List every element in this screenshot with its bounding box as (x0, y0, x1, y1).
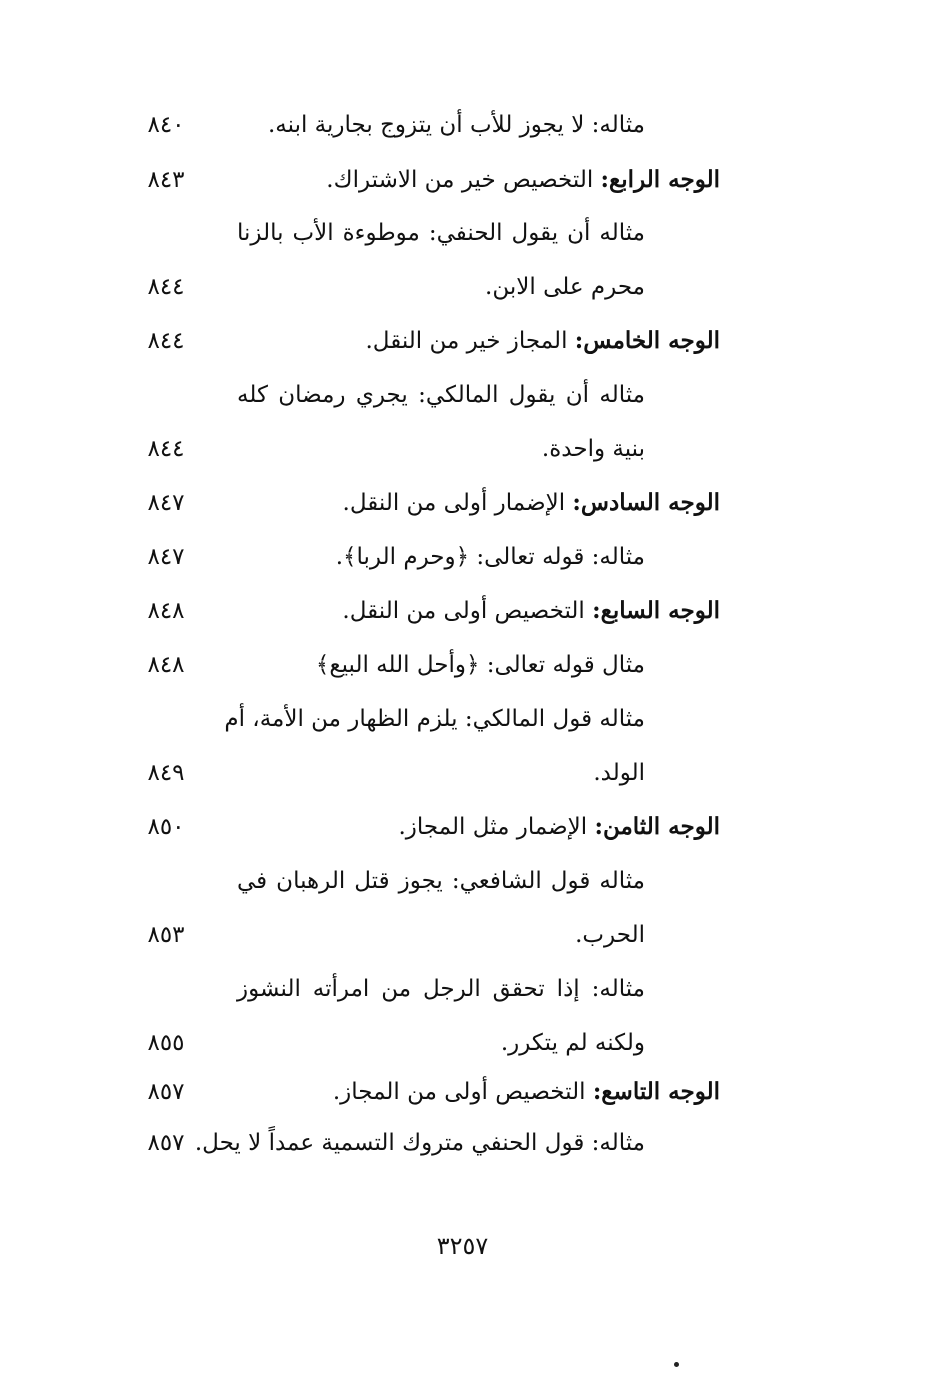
entry-page-number (140, 854, 192, 908)
entry-body: الحرب. (575, 922, 645, 948)
entry-page-number (140, 692, 192, 746)
entry-body: التخصيص خير من الاشتراك. (326, 167, 601, 193)
index-entry (0, 153, 925, 207)
index-entry (0, 530, 925, 584)
entry-page-number (140, 206, 192, 260)
index-entry (0, 692, 925, 746)
entry-heading: الوجه السابع: (592, 597, 720, 624)
entry-body: مثاله أن يقول الحنفي: موطوءة الأب بالزنا (237, 220, 645, 246)
ink-speck (674, 1362, 679, 1367)
entry-text (224, 692, 645, 746)
entry-text (237, 368, 645, 422)
entry-page-number (140, 368, 192, 422)
entry-page-number: ٨٤٤ (147, 274, 185, 300)
entry-body: مثاله: إذا تحقق الرجل من امرأته النشوز (237, 976, 645, 1002)
entry-heading: الوجه الثامن: (594, 813, 720, 840)
entry-page-number: ٨٤٧ (147, 490, 185, 516)
entry-page-number: ٨٤٨ (147, 652, 185, 678)
index-entry (0, 314, 925, 368)
index-entry (0, 368, 925, 422)
entry-text (336, 530, 645, 584)
entry-text (343, 476, 720, 530)
index-entry (0, 1016, 925, 1070)
entry-page-number: ٨٥٣ (147, 922, 185, 948)
entry-heading: الوجه التاسع: (592, 1078, 720, 1105)
index-entry (0, 476, 925, 530)
index-entry (0, 854, 925, 908)
entry-body: مثال قوله تعالى: ﴿وأحل الله البيع﴾ (315, 652, 645, 678)
entry-body: الولد. (593, 760, 645, 786)
entry-page-number: ٨٥٧ (147, 1130, 185, 1156)
entry-page-number: ٨٤٨ (147, 598, 185, 624)
entry-page-number: ٨٥٠ (147, 814, 185, 840)
index-entry (0, 584, 925, 638)
entry-body: الإضمار أولى من النقل. (342, 490, 573, 516)
entry-body: محرم على الابن. (485, 274, 645, 300)
entry-text (237, 206, 645, 260)
index-entry (0, 98, 925, 152)
entry-body: مثاله قول المالكي: يلزم الظهار من الأمة، أم (224, 706, 645, 732)
entry-body: مثاله: قوله تعالى: ﴿وحرم الربا﴾. (335, 544, 645, 570)
index-entry (0, 1116, 925, 1170)
entry-text (326, 153, 720, 207)
entry-page-number: ٨٥٥ (147, 1030, 185, 1056)
entry-text (593, 746, 645, 800)
entry-page-number: ٨٥٧ (147, 1079, 185, 1105)
index-entry (0, 638, 925, 692)
index-entry (0, 908, 925, 962)
entry-body: بنية واحدة. (541, 436, 645, 462)
entry-page-number: ٨٤٤ (147, 328, 185, 354)
entry-body: مثاله: لا يجوز للأب أن يتزوج بجارية ابنه. (267, 112, 645, 138)
entry-page-number: ٨٤٩ (147, 760, 185, 786)
entry-text (501, 1016, 645, 1070)
entry-page-number: ٨٤٤ (147, 436, 185, 462)
page-number: ٣٢٥٧ (436, 1232, 489, 1260)
entry-text (316, 638, 645, 692)
entry-page-number: ٨٤٠ (147, 112, 185, 138)
entry-text (542, 422, 645, 476)
entry-body: المجاز خير من النقل. (365, 328, 575, 354)
entry-text (365, 314, 720, 368)
entry-body: التخصيص أولى من المجاز. (332, 1079, 593, 1105)
entry-heading: الوجه الخامس: (574, 327, 720, 354)
entry-text (485, 260, 645, 314)
entry-text (398, 800, 720, 854)
entry-body: مثاله قول الشافعي: يجوز قتل الرهبان في (237, 868, 645, 894)
entry-page-number: ٨٤٧ (147, 544, 185, 570)
entry-page-number: ٨٤٣ (147, 167, 185, 193)
index-entry (0, 1065, 925, 1119)
entry-body: الإضمار مثل المجاز. (398, 814, 595, 840)
entry-heading: الوجه الرابع: (600, 166, 720, 193)
index-entry (0, 746, 925, 800)
index-entry (0, 962, 925, 1016)
entry-body: ولكنه لم يتكرر. (500, 1030, 645, 1056)
index-entry (0, 260, 925, 314)
entry-page-number (140, 962, 192, 1016)
index-entry (0, 800, 925, 854)
entry-body: التخصيص أولى من النقل. (342, 598, 593, 624)
entry-text (333, 1065, 720, 1119)
entry-body: مثاله: قول الحنفي متروك التسمية عمداً لا يحل. (194, 1130, 645, 1156)
index-entry (0, 422, 925, 476)
entry-text (268, 98, 645, 152)
entry-heading: الوجه السادس: (572, 489, 720, 516)
entry-text (195, 1116, 645, 1170)
entry-text (342, 584, 720, 638)
entry-text (237, 854, 645, 908)
entry-body: مثاله أن يقول المالكي: يجري رمضان كله (237, 382, 645, 408)
entry-text (237, 962, 645, 1016)
index-entry (0, 206, 925, 260)
entry-text (575, 908, 645, 962)
